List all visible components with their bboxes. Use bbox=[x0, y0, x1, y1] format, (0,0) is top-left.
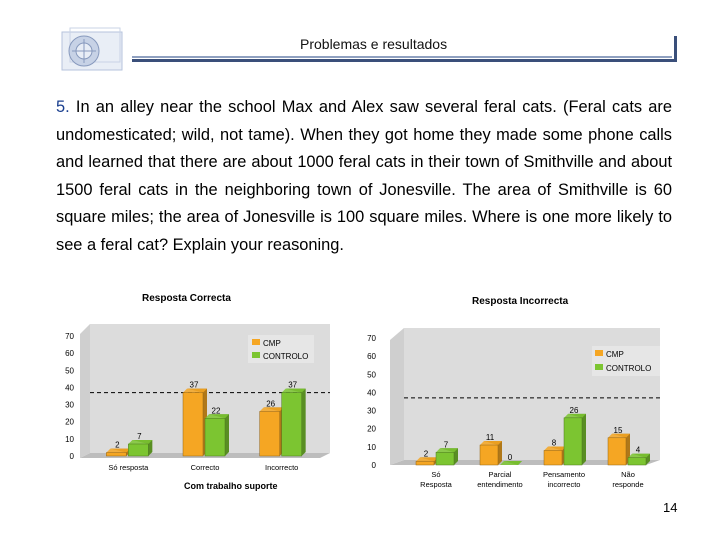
data-label: 37 bbox=[189, 380, 199, 390]
legend-entry-controlo: CONTROLO bbox=[606, 364, 652, 373]
bar-controlo bbox=[628, 458, 646, 465]
problem-number: 5. bbox=[56, 98, 70, 116]
bar-cmp bbox=[608, 438, 626, 465]
y-tick-label: 20 bbox=[367, 424, 376, 434]
x-axis-label: Com trabalho suporte bbox=[184, 481, 278, 491]
x-tick-label: Resposta bbox=[420, 480, 452, 489]
x-tick-label: Correcto bbox=[190, 463, 220, 472]
chart-resposta-correcta bbox=[60, 288, 350, 498]
bar-controlo bbox=[282, 393, 302, 456]
bar-cmp bbox=[416, 461, 434, 465]
data-label: 2 bbox=[115, 440, 120, 450]
legend-swatch-cmp bbox=[252, 339, 260, 345]
y-tick-label: 70 bbox=[367, 334, 376, 343]
y-tick-label: 10 bbox=[65, 434, 74, 444]
bar-cmp bbox=[544, 450, 562, 465]
x-tick-label: Não bbox=[621, 470, 635, 479]
legend-swatch-cmp bbox=[595, 350, 603, 356]
x-tick-label: Parcial bbox=[488, 470, 512, 479]
x-tick-label: incorrecto bbox=[547, 480, 581, 489]
y-tick-label: 40 bbox=[367, 388, 376, 398]
x-tick-label: entendimento bbox=[477, 480, 523, 489]
y-tick-label: 50 bbox=[65, 366, 74, 376]
data-label: 7 bbox=[443, 440, 449, 450]
y-tick-label: 50 bbox=[367, 370, 376, 380]
y-tick-label: 0 bbox=[371, 461, 376, 470]
legend bbox=[248, 335, 314, 363]
y-tick-label: 20 bbox=[65, 417, 74, 427]
legend-entry-controlo: CONTROLO bbox=[263, 352, 309, 361]
y-tick-label: 10 bbox=[367, 442, 376, 452]
bar-controlo bbox=[128, 444, 148, 456]
x-tick-label: Incorrecto bbox=[264, 463, 299, 472]
legend-swatch-controlo bbox=[252, 352, 260, 358]
chart-resposta-incorrecta bbox=[360, 290, 670, 500]
legend bbox=[592, 346, 660, 376]
data-label: 22 bbox=[211, 406, 221, 416]
y-tick-label: 40 bbox=[65, 383, 74, 393]
bar-controlo bbox=[564, 418, 582, 465]
bar-cmp bbox=[260, 411, 280, 456]
logo bbox=[58, 26, 128, 74]
data-label: 7 bbox=[137, 432, 142, 441]
legend-entry-cmp: CMP bbox=[263, 339, 281, 348]
y-tick-label: 60 bbox=[367, 352, 376, 362]
data-label: 2 bbox=[423, 449, 429, 459]
data-label: 26 bbox=[266, 399, 276, 409]
data-label: 11 bbox=[485, 433, 495, 443]
y-tick-label: 30 bbox=[367, 406, 376, 416]
data-label: 15 bbox=[613, 425, 623, 435]
chart-title: Resposta Correcta bbox=[142, 293, 231, 304]
bar-controlo bbox=[436, 452, 454, 465]
page-number: 14 bbox=[663, 500, 678, 515]
chart-title: Resposta Incorrecta bbox=[472, 296, 569, 307]
y-tick-label: 70 bbox=[65, 332, 74, 341]
header-rule-inner bbox=[132, 56, 672, 58]
bar-cmp bbox=[106, 453, 126, 456]
page-title: Problemas e resultados bbox=[300, 36, 448, 52]
legend-swatch-controlo bbox=[595, 364, 603, 370]
y-tick-label: 0 bbox=[69, 452, 74, 461]
x-tick-label: Só resposta bbox=[108, 463, 149, 472]
data-label: 37 bbox=[288, 380, 298, 390]
data-label: 26 bbox=[569, 405, 579, 415]
data-label: 4 bbox=[635, 445, 641, 455]
legend-entry-cmp: CMP bbox=[606, 350, 624, 359]
bar-cmp bbox=[480, 445, 498, 465]
y-tick-label: 30 bbox=[65, 400, 74, 410]
x-tick-label: Só bbox=[431, 470, 441, 479]
x-tick-label: responde bbox=[612, 480, 644, 489]
y-tick-label: 60 bbox=[65, 349, 74, 359]
problem-text: In an alley near the school Max and Alex saw several feral cats. (Feral cats are undomesticated; wild, not tame). When they got home they made some phone calls and learned that there are about 1000 feral cats in their town of Smithville and about 1500 feral cats in the neighboring town of Jonesville. The area of Smithville is 60 square miles; the area of Jonesville is 100 square miles. Where is one more likely to see a feral cat? Explain your reasoning. bbox=[56, 98, 672, 254]
problem-statement bbox=[56, 94, 672, 259]
bar-controlo bbox=[205, 418, 225, 456]
data-label: 8 bbox=[551, 438, 557, 448]
x-tick-label: Pensamento bbox=[542, 470, 586, 479]
data-label: 0 bbox=[507, 453, 513, 462]
bar-cmp bbox=[183, 393, 203, 456]
